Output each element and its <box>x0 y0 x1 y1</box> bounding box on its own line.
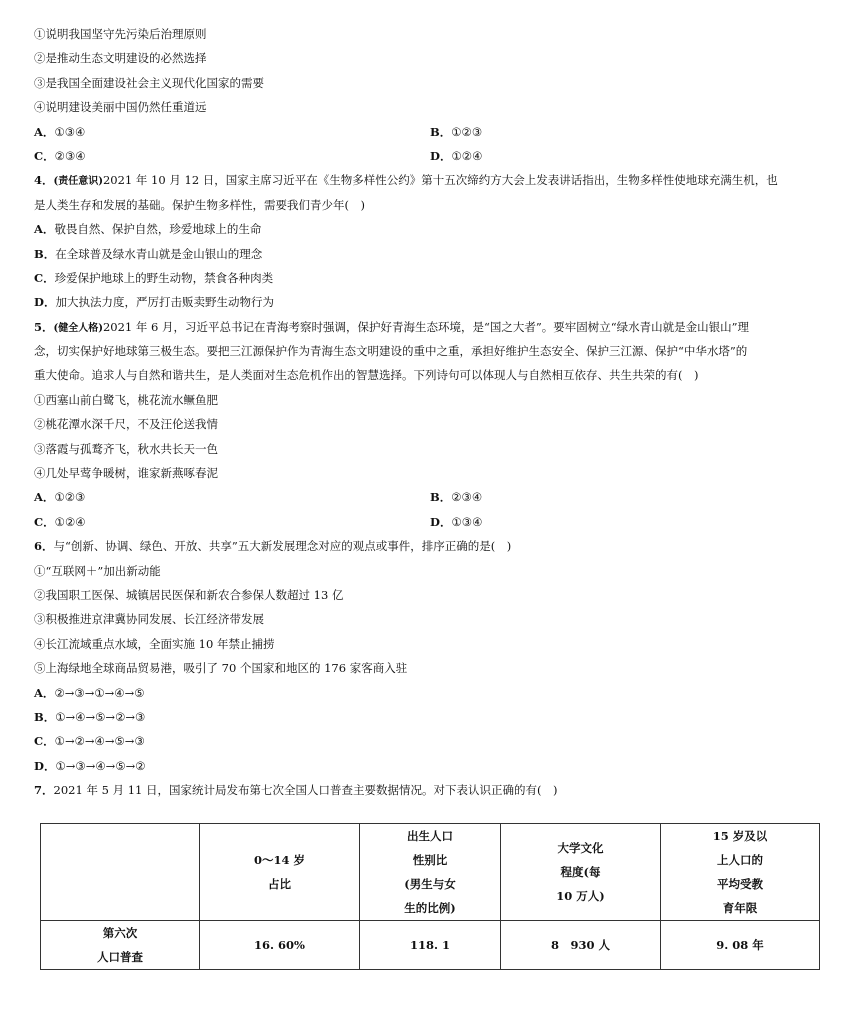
question-6 <box>34 534 826 778</box>
table-cell: 16. 60% <box>200 921 360 970</box>
question-stem: 7．2021 年 5 月 11 日，国家统计局发布第七次全国人口普查主要数据情况。对下表认识正确的有( ) <box>34 783 558 798</box>
question-tag: (健全人格) <box>53 322 103 334</box>
question-stem: 6．与“创新、协调、绿色、开放、共享”五大新发展理念对应的观点或事件，排序正确的是( ) <box>34 539 512 554</box>
statement: ③积极推进京津冀协同发展、长江经济带发展 <box>34 612 264 627</box>
option-c: C．①→②→④→⑤→③ <box>34 734 145 749</box>
option-b: B．在全球普及绿水青山就是金山银山的理念 <box>34 246 263 261</box>
row-label: 第六次 人口普查 <box>41 921 200 970</box>
statement: ①说明我国坚守先污染后治理原则 <box>34 27 207 41</box>
exam-page <box>34 22 826 803</box>
option-c: C．珍爱保护地球上的野生动物，禁食各种肉类 <box>34 270 274 285</box>
table-header-row <box>41 824 820 921</box>
statement: ③落霞与孤鹜齐飞，秋水共长天一色 <box>34 441 218 456</box>
statement: ④几处早莺争暖树，谁家新燕啄春泥 <box>34 466 218 481</box>
option-a: A．敬畏自然、保护自然，珍爱地球上的生命 <box>34 222 262 237</box>
question-number: 7． <box>34 783 54 798</box>
question-stem-cont: 念，切实保护好地球第三极生态。要把三江源保护作为青海生态文明建设的重中之重，承担好维护生态安全、保护三江源、保护“中华水塔”的 <box>34 344 748 359</box>
question-number: 4． <box>34 173 54 188</box>
question-7 <box>34 778 826 802</box>
question-stem-cont: 重大使命。追求人与自然和谐共生，是人类面对生态危机作出的智慧选择。下列诗句可以体现人与自然相互依存、共生共荣的有( ) <box>34 368 699 383</box>
question-5 <box>34 315 826 535</box>
statement: ③是我国全面建设社会主义现代化国家的需要 <box>34 75 264 90</box>
option-d: D．①→③→④→⑤→② <box>34 758 146 773</box>
option-b: B．①②③ <box>430 124 483 139</box>
statement: ①“互联网＋”加出新动能 <box>34 563 161 578</box>
option-a: A．①③④ <box>34 124 86 139</box>
table-cell: 118. 1 <box>360 921 501 970</box>
question-number: 5． <box>34 319 54 334</box>
table-cell: 9. 08 年 <box>661 921 820 970</box>
q3-statements <box>34 22 826 120</box>
statement: ⑤上海绿地全球商品贸易港，吸引了 70 个国家和地区的 176 家客商入驻 <box>34 661 408 676</box>
option-b: B．①→④→⑤→②→③ <box>34 709 146 724</box>
option-d: D．加大执法力度，严厉打击贩卖野生动物行为 <box>34 295 274 310</box>
table-header-cell <box>41 824 200 921</box>
question-tag: (责任意识) <box>53 176 103 188</box>
option-d: D．①②④ <box>430 148 483 163</box>
question-stem-cont: 是人类生存和发展的基础。保护生物多样性，需要我们青少年( ) <box>34 197 365 212</box>
table-header-cell: 15 岁及以 上人口的 平均受教 育年限 <box>661 824 820 921</box>
option-d: D．①③④ <box>430 514 483 529</box>
census-table <box>40 823 820 970</box>
table-header-cell: 0～14 岁 占比 <box>200 824 360 921</box>
question-4 <box>34 168 826 314</box>
question-stem: 4．(责任意识)2021 年 10 月 12 日，国家主席习近平在《生物多样性公约》第十五次缔约方大会上发表讲话指出，生物多样性使地球充满生机，也 <box>34 173 778 188</box>
question-number: 6． <box>34 539 54 554</box>
statement: ①西塞山前白鹭飞，桃花流水鳜鱼肥 <box>34 392 218 407</box>
table-cell: 8 930 人 <box>501 921 661 970</box>
statement: ④说明建设美丽中国仍然任重道远 <box>34 100 207 115</box>
option-b: B．②③④ <box>430 490 483 505</box>
q3-options <box>34 120 826 169</box>
statement: ②是推动生态文明建设的必然选择 <box>34 51 207 66</box>
statement: ②桃花潭水深千尺，不及汪伦送我情 <box>34 417 218 432</box>
table-header-cell: 大学文化 程度(每 10 万人) <box>501 824 661 921</box>
option-c: C．①②④ <box>34 514 86 529</box>
statement: ②我国职工医保、城镇居民医保和新农合参保人数超过 13 亿 <box>34 587 344 602</box>
table-header-cell: 出生人口 性别比 (男生与女 生的比例) <box>360 824 501 921</box>
question-stem: 5．(健全人格)2021 年 6 月，习近平总书记在青海考察时强调，保护好青海生态环境，是“国之大者”。要牢固树立“绿水青山就是金山银山”理 <box>34 319 750 334</box>
option-a: A．②→③→①→④→⑤ <box>34 685 145 700</box>
statement: ④长江流域重点水域，全面实施 10 年禁止捕捞 <box>34 636 275 651</box>
option-c: C．②③④ <box>34 148 86 163</box>
table-row <box>41 921 820 970</box>
option-a: A．①②③ <box>34 490 86 505</box>
